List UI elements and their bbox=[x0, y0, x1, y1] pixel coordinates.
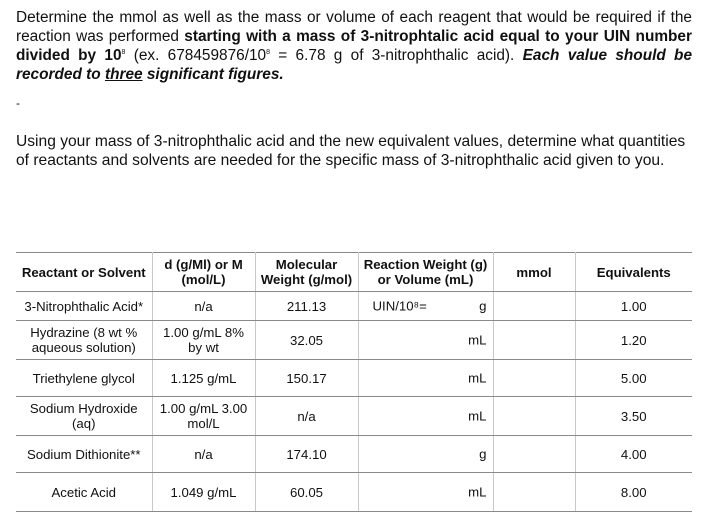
cell-reaction-weight[interactable] bbox=[358, 397, 493, 436]
cell-density: 1.125 g/mL bbox=[152, 360, 255, 397]
cell-equivalents: 1.20 bbox=[575, 321, 692, 360]
table-row bbox=[16, 360, 692, 397]
cell-density: 1.00 g/mL 8% by wt bbox=[152, 321, 255, 360]
cell-equivalents: 1.00 bbox=[575, 292, 692, 321]
table-row bbox=[16, 397, 692, 436]
header-reactant: Reactant or Solvent bbox=[16, 253, 152, 292]
cell-mmol[interactable] bbox=[493, 473, 575, 512]
cell-molecular-weight: n/a bbox=[255, 397, 358, 436]
table-header-row bbox=[16, 253, 692, 292]
sig-fig-underlined: three bbox=[104, 66, 143, 83]
instructions-text: Determine the mmol as well as the mass or volume of each reagent that would be required if the reaction was performed bbox=[16, 9, 692, 45]
cell-mmol[interactable] bbox=[493, 436, 575, 473]
cell-mmol[interactable] bbox=[493, 292, 575, 321]
unit-label: mL bbox=[468, 370, 487, 386]
table-row bbox=[16, 292, 692, 321]
cell-molecular-weight: 60.05 bbox=[255, 473, 358, 512]
instructions-text: (ex. 678459876/10 bbox=[125, 47, 267, 64]
instructions-paragraph-1 bbox=[16, 8, 692, 84]
cell-equivalents: 3.50 bbox=[575, 397, 692, 436]
exponent: 8 bbox=[121, 48, 126, 56]
cell-density: n/a bbox=[152, 436, 255, 473]
cell-reactant: Sodium Hydroxide (aq) bbox=[16, 397, 152, 436]
cell-reactant: Acetic Acid bbox=[16, 473, 152, 512]
dash-bullet: - bbox=[16, 96, 20, 110]
instructions-bold-text: starting with a mass of 3-nitrophtalic acid equal to your UIN number divided by 10 bbox=[16, 28, 692, 64]
unit-label: g bbox=[479, 298, 487, 314]
unit-label: mL bbox=[468, 408, 487, 424]
cell-density: 1.00 g/mL 3.00 mol/L bbox=[152, 397, 255, 436]
cell-reactant: Sodium Dithionite** bbox=[16, 436, 152, 473]
table-row bbox=[16, 321, 692, 360]
exponent: 8 bbox=[266, 48, 270, 56]
header-density: d (g/Ml) or M (mol/L) bbox=[152, 253, 255, 292]
cell-reaction-weight[interactable] bbox=[358, 473, 493, 512]
cell-molecular-weight: 211.13 bbox=[255, 292, 358, 321]
sig-fig-note: Each value should be recorded to bbox=[16, 47, 693, 83]
cell-mmol[interactable] bbox=[493, 360, 575, 397]
instructions-text: = 6.78 g of 3-nitrophthalic acid). bbox=[270, 47, 523, 64]
cell-reaction-weight[interactable] bbox=[358, 292, 493, 321]
unit-label: mL bbox=[468, 332, 487, 348]
header-equivalents: Equivalents bbox=[575, 253, 692, 292]
cell-molecular-weight: 32.05 bbox=[255, 321, 358, 360]
cell-molecular-weight: 150.17 bbox=[255, 360, 358, 397]
sig-fig-note-end: significant figures. bbox=[142, 66, 284, 83]
cell-reaction-weight[interactable] bbox=[358, 360, 493, 397]
uin-formula: UIN/10⁸= bbox=[372, 298, 427, 314]
cell-equivalents: 8.00 bbox=[575, 473, 692, 512]
table-row bbox=[16, 436, 692, 473]
unit-label: g bbox=[479, 446, 487, 462]
cell-reactant: Hydrazine (8 wt % aqueous solution) bbox=[16, 321, 152, 360]
cell-molecular-weight: 174.10 bbox=[255, 436, 358, 473]
table-row bbox=[16, 473, 692, 512]
header-mmol: mmol bbox=[493, 253, 575, 292]
instructions-paragraph-2: Using your mass of 3-nitrophthalic acid and the new equivalent values, determine what quantities of reactants and solvents are needed for the specific mass of 3-nitrophthalic acid given to you. bbox=[16, 133, 686, 169]
cell-mmol[interactable] bbox=[493, 397, 575, 436]
cell-reactant: 3-Nitrophthalic Acid* bbox=[16, 292, 152, 321]
cell-reaction-weight[interactable] bbox=[358, 321, 493, 360]
cell-density: 1.049 g/mL bbox=[152, 473, 255, 512]
header-molecular-weight: Molecular Weight (g/mol) bbox=[255, 253, 358, 292]
cell-reactant: Triethylene glycol bbox=[16, 360, 152, 397]
cell-reaction-weight[interactable] bbox=[358, 436, 493, 473]
reagent-table bbox=[16, 252, 692, 512]
unit-label: mL bbox=[468, 484, 487, 500]
cell-mmol[interactable] bbox=[493, 321, 575, 360]
cell-density: n/a bbox=[152, 292, 255, 321]
cell-equivalents: 5.00 bbox=[575, 360, 692, 397]
cell-equivalents: 4.00 bbox=[575, 436, 692, 473]
header-reaction-weight: Reaction Weight (g) or Volume (mL) bbox=[358, 253, 493, 292]
